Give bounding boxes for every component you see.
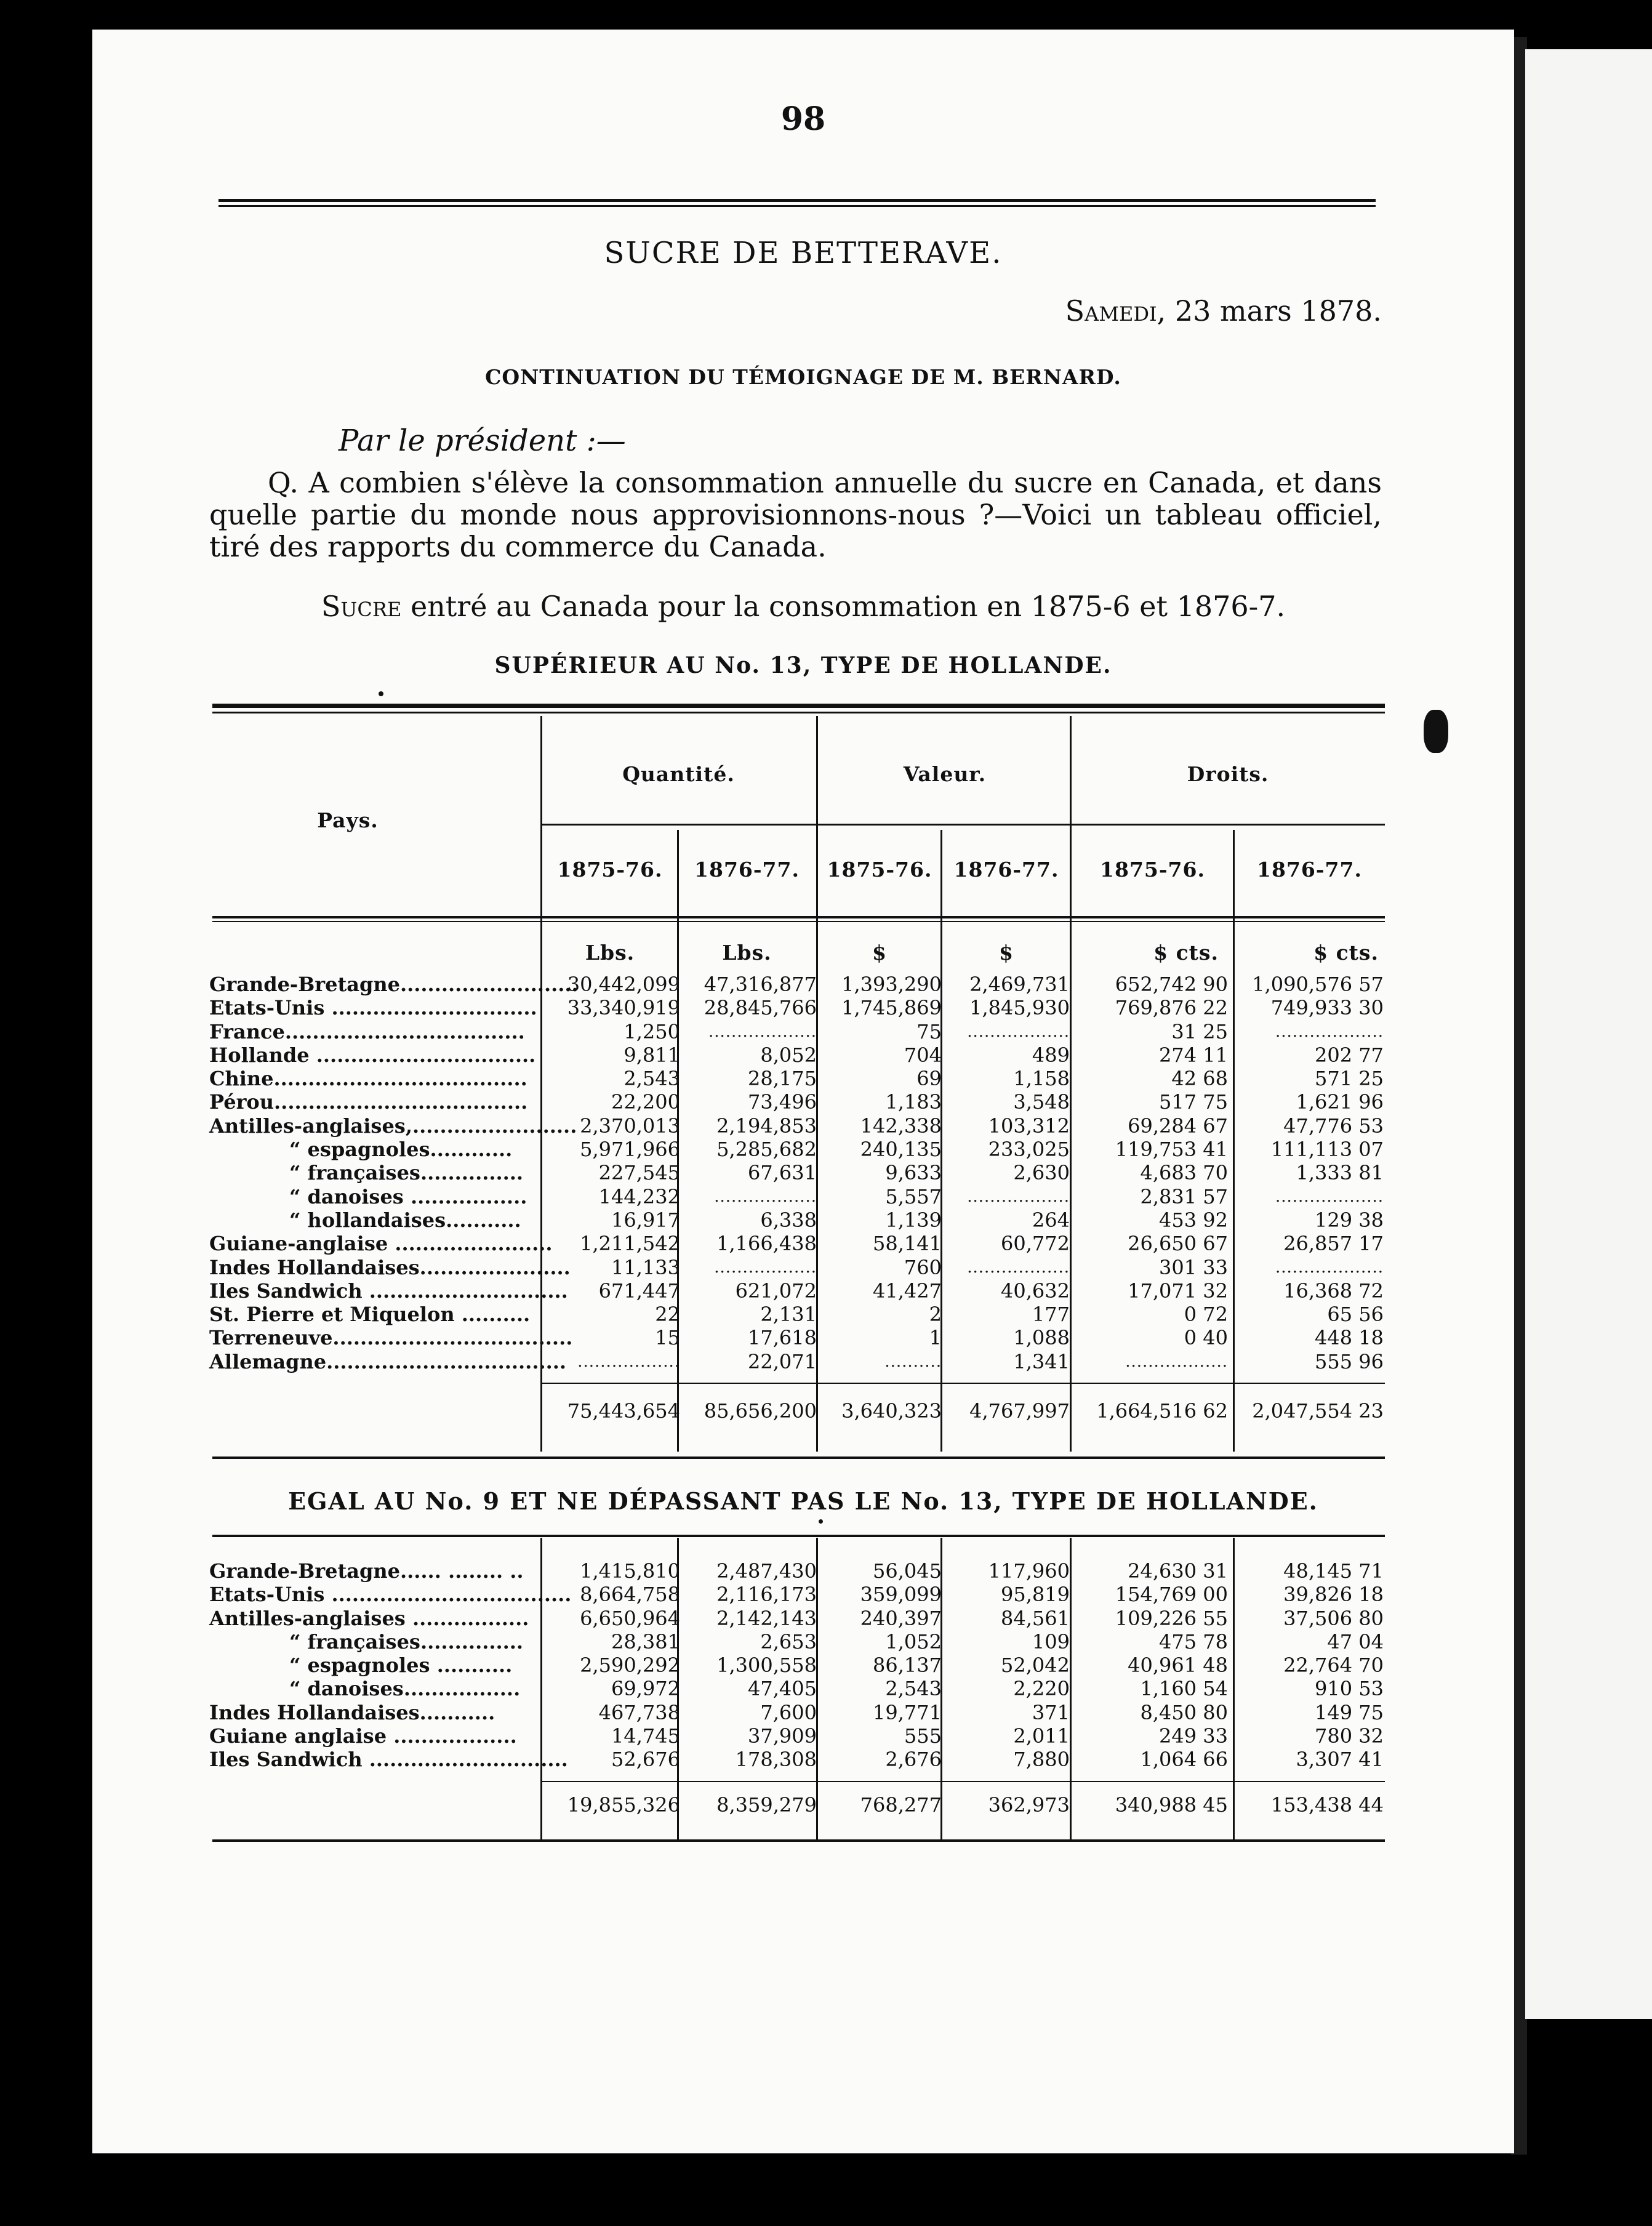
cell-v76: 7,880 — [1013, 1748, 1070, 1772]
cell-q76: ................... — [708, 1022, 817, 1041]
cell-q76: 47,405 — [748, 1677, 817, 1701]
cell-d76: 910 53 — [1315, 1677, 1384, 1701]
row-country: Antilles-anglaises ................. — [209, 1606, 529, 1630]
table-row — [209, 973, 1388, 996]
cell-q75: 30,442,099 — [567, 973, 680, 996]
header-year-q75: 1875-76. — [557, 858, 663, 882]
cell-d75: 249 33 — [1159, 1724, 1228, 1748]
cell-v76: .................. — [967, 1258, 1070, 1277]
cell-v75: 555 — [904, 1724, 942, 1748]
cell-v76: 1,088 — [1013, 1326, 1070, 1350]
cell-v76: 1,341 — [1013, 1349, 1070, 1373]
cell-v75: 1,139 — [885, 1208, 942, 1232]
cell-v75: 1,745,869 — [841, 996, 942, 1020]
cell-v75: 240,397 — [860, 1606, 942, 1630]
cell-d76: 37,506 80 — [1283, 1606, 1384, 1630]
cell-q75: 6,650,964 — [580, 1606, 680, 1630]
cell-v76: 40,632 — [1001, 1279, 1070, 1303]
cell-d76: 202 77 — [1315, 1043, 1384, 1067]
hearing-date — [1065, 294, 1382, 327]
cell-q76: 2,194,853 — [716, 1114, 817, 1138]
table2-body — [209, 1559, 1388, 1772]
cell-q76: 8,359,279 — [716, 1793, 817, 1817]
cell-q75: 52,676 — [611, 1748, 680, 1772]
cell-d75: 769,876 22 — [1115, 996, 1228, 1020]
unit-d76: $ cts. — [1313, 941, 1379, 965]
header-year-q76: 1876-77. — [694, 858, 800, 882]
cell-q76: 37,909 — [748, 1724, 817, 1748]
cell-d75: 4,683 70 — [1140, 1161, 1228, 1185]
table-row — [209, 1677, 1388, 1700]
row-country: “ françaises............... — [289, 1629, 524, 1653]
cell-q76: 17,618 — [748, 1326, 817, 1350]
cell-d76: 1,621 96 — [1296, 1090, 1384, 1114]
cell-q76: 621,072 — [735, 1279, 817, 1303]
document-title: SUCRE DE BETTERAVE. — [604, 236, 1003, 270]
cell-v75: 704 — [904, 1043, 942, 1067]
table-row — [209, 1161, 1388, 1184]
cell-d75: 24,630 31 — [1128, 1559, 1228, 1583]
row-country: Allemagne................................... — [209, 1349, 567, 1373]
cell-d75: 8,450 80 — [1140, 1700, 1228, 1724]
table1-totals — [209, 1399, 1388, 1423]
cell-q75: 28,381 — [611, 1629, 680, 1653]
cell-d75: 109,226 55 — [1115, 1606, 1228, 1630]
table-row — [209, 1208, 1388, 1232]
cell-v75: 41,427 — [873, 1279, 942, 1303]
table-row — [209, 1185, 1388, 1208]
cell-v76: 95,819 — [1001, 1583, 1070, 1607]
table-row — [209, 1232, 1388, 1255]
table1-total-rule — [542, 1383, 1385, 1384]
cell-v75: 2,676 — [885, 1748, 942, 1772]
header-pays: Pays. — [317, 808, 379, 832]
row-country: St. Pierre et Miquelon .......... — [209, 1303, 531, 1327]
table1-body — [209, 973, 1388, 1373]
cell-v75: 3,640,323 — [841, 1399, 942, 1423]
header-quantite: Quantité. — [622, 762, 735, 786]
table-row — [209, 996, 1388, 1019]
cell-v76: 2,011 — [1013, 1724, 1070, 1748]
table2-top-rule — [212, 1535, 1385, 1537]
cell-q76: 8,052 — [760, 1043, 817, 1067]
cell-q75: 1,211,542 — [580, 1232, 680, 1256]
cell-q75: 16,917 — [611, 1208, 680, 1232]
table1-top-rule — [212, 704, 1385, 708]
table-row — [209, 1067, 1388, 1090]
header-year-v75: 1875-76. — [827, 858, 932, 882]
cell-q75: 69,972 — [611, 1677, 680, 1701]
table-row — [209, 1114, 1388, 1138]
cell-q75: 14,745 — [611, 1724, 680, 1748]
cell-q76: 7,600 — [760, 1700, 817, 1724]
cell-d75: 0 72 — [1184, 1303, 1228, 1327]
cell-v76: .................. — [967, 1022, 1070, 1041]
cell-d75: 154,769 00 — [1115, 1583, 1228, 1607]
table-row — [209, 1559, 1388, 1583]
table-row — [209, 1326, 1388, 1349]
cell-d75: 42 68 — [1171, 1067, 1228, 1091]
cell-v75: 359,099 — [860, 1583, 942, 1607]
caption-lead: Sucre — [321, 590, 402, 623]
cell-v75: 760 — [904, 1255, 942, 1279]
cell-q75: 22 — [655, 1303, 680, 1327]
cell-v75: 1,393,290 — [841, 973, 942, 996]
adjacent-page-edge — [1525, 49, 1652, 2019]
cell-q76: .................. — [714, 1187, 817, 1206]
row-country: Hollande ................................ — [209, 1043, 536, 1067]
cell-v75: 86,137 — [873, 1653, 942, 1678]
testimony-subtitle: CONTINUATION DU TÉMOIGNAGE DE M. BERNARD. — [485, 365, 1121, 389]
unit-d75: $ cts. — [1153, 941, 1219, 965]
cell-v75: 9,633 — [885, 1161, 942, 1185]
cell-d75: .................. — [1125, 1352, 1228, 1371]
cell-d76: 26,857 17 — [1283, 1232, 1384, 1256]
cell-q76: 67,631 — [748, 1161, 817, 1185]
row-country: Grande-Bretagne.......................... — [209, 973, 579, 996]
table-row — [209, 1724, 1388, 1748]
row-country: “ espagnoles ........... — [289, 1653, 513, 1678]
cell-v76: 371 — [1032, 1700, 1070, 1724]
table1-bottom-rule — [212, 1457, 1385, 1459]
header-valeur: Valeur. — [903, 762, 987, 786]
header-rule-top — [219, 199, 1376, 202]
totals-row — [209, 1793, 1388, 1817]
row-country: Terreneuve................................... — [209, 1326, 573, 1350]
cell-v76: 4,767,997 — [969, 1399, 1070, 1423]
cell-q76: 28,175 — [748, 1067, 817, 1091]
cell-q76: 28,845,766 — [704, 996, 817, 1020]
table-row — [209, 1701, 1388, 1724]
caption-rest: entré au Canada pour la consommation en 1875-6 et 1876-7. — [410, 590, 1286, 623]
cell-q75: 19,855,326 — [567, 1793, 680, 1817]
cell-q75: 2,543 — [624, 1067, 680, 1091]
cell-v76: 117,960 — [988, 1559, 1070, 1583]
row-country: France................................... — [209, 1019, 525, 1043]
cell-q75: 9,811 — [624, 1043, 680, 1067]
cell-d75: 119,753 41 — [1115, 1138, 1228, 1162]
unit-q75: Lbs. — [585, 941, 635, 965]
cell-d76: 149 75 — [1315, 1700, 1384, 1724]
question-paragraph: Q. A combien s'élève la consommation annuelle du sucre en Canada, et dans quelle partie du monde nous approvisionnons-nous ?—Voici un tableau officiel, tiré des rapports du commerce du Canada. — [209, 466, 1382, 563]
cell-q76: 1,166,438 — [716, 1232, 817, 1256]
scan-blot — [1424, 710, 1448, 753]
table-row — [209, 1630, 1388, 1653]
cell-d75: 652,742 90 — [1115, 973, 1228, 996]
row-country: “ hollandaises........... — [289, 1208, 521, 1232]
cell-v76: 2,630 — [1013, 1161, 1070, 1185]
cell-v75: 58,141 — [873, 1232, 942, 1256]
cell-q75: 15 — [655, 1326, 680, 1350]
cell-d75: 17,071 32 — [1128, 1279, 1228, 1303]
cell-d76: 129 38 — [1315, 1208, 1384, 1232]
row-country: “ danoises ................. — [289, 1184, 527, 1208]
table-row — [209, 1653, 1388, 1677]
row-country: Grande-Bretagne...... ........ .. — [209, 1559, 524, 1583]
cell-v75: 1 — [929, 1326, 942, 1350]
cell-q75: 2,370,013 — [580, 1114, 680, 1138]
cell-d76: 749,933 30 — [1270, 996, 1384, 1020]
cell-v76: 60,772 — [1001, 1232, 1070, 1256]
cell-d76: 1,333 81 — [1296, 1161, 1384, 1185]
table-row — [209, 1138, 1388, 1161]
cell-d76: 111,113 07 — [1270, 1138, 1384, 1162]
cell-d75: 0 40 — [1184, 1326, 1228, 1350]
cell-v76: 264 — [1032, 1208, 1070, 1232]
unit-q76: Lbs. — [722, 941, 772, 965]
cell-v76: 84,561 — [1001, 1606, 1070, 1630]
cell-q75: 11,133 — [611, 1255, 680, 1279]
cell-d75: 31 25 — [1171, 1019, 1228, 1043]
cell-d75: 2,831 57 — [1140, 1184, 1228, 1208]
cell-d75: 40,961 48 — [1128, 1653, 1228, 1678]
cell-q75: 144,232 — [598, 1184, 680, 1208]
cell-d76: 16,368 72 — [1283, 1279, 1384, 1303]
cell-q76: 2,131 — [760, 1303, 817, 1327]
header-year-v76: 1876-77. — [953, 858, 1059, 882]
cell-q76: .................. — [714, 1258, 817, 1277]
row-country: Pérou..................................... — [209, 1090, 528, 1114]
cell-v76: 233,025 — [988, 1138, 1070, 1162]
cell-d75: 517 75 — [1159, 1090, 1228, 1114]
cell-d76: 22,764 70 — [1283, 1653, 1384, 1678]
row-country: Etats-Unis .............................. — [209, 996, 537, 1020]
cell-v75: 1,183 — [885, 1090, 942, 1114]
cell-d75: 1,160 54 — [1140, 1677, 1228, 1701]
row-country: Iles Sandwich ............................. — [209, 1748, 568, 1772]
cell-v76: 3,548 — [1013, 1090, 1070, 1114]
row-country: “ danoises................. — [289, 1677, 521, 1701]
cell-v76: 103,312 — [988, 1114, 1070, 1138]
cell-d76: 780 32 — [1315, 1724, 1384, 1748]
table2-bottom-rule — [212, 1839, 1385, 1842]
cell-v75: 56,045 — [873, 1559, 942, 1583]
cell-v76: 1,845,930 — [969, 996, 1070, 1020]
cell-q76: 73,496 — [748, 1090, 817, 1114]
cell-v76: 109 — [1032, 1629, 1070, 1653]
cell-q75: 75,443,654 — [567, 1399, 680, 1423]
cell-d76: 153,438 44 — [1270, 1793, 1384, 1817]
cell-d76: ................... — [1275, 1022, 1384, 1041]
cell-q76: 178,308 — [735, 1748, 817, 1772]
cell-q75: 671,447 — [598, 1279, 680, 1303]
cell-v76: 362,973 — [988, 1793, 1070, 1817]
cell-d76: ................... — [1275, 1187, 1384, 1206]
cell-d76: 448 18 — [1315, 1326, 1384, 1350]
table2-totals — [209, 1793, 1388, 1817]
header-year-d75: 1875-76. — [1100, 858, 1205, 882]
cell-q76: 22,071 — [748, 1349, 817, 1373]
cell-v75: 2 — [929, 1303, 942, 1327]
table-row — [209, 1350, 1388, 1373]
cell-v76: 52,042 — [1001, 1653, 1070, 1678]
by-president-line: Par le président :— — [339, 424, 626, 458]
table-caption — [92, 590, 1514, 623]
cell-q76: 2,487,430 — [716, 1559, 817, 1583]
row-country: Guiane anglaise .................. — [209, 1724, 517, 1748]
cell-d75: 274 11 — [1159, 1043, 1228, 1067]
cell-v75: 19,771 — [873, 1700, 942, 1724]
cell-d76: 555 96 — [1315, 1349, 1384, 1373]
cell-v75: 5,557 — [885, 1184, 942, 1208]
header-droits: Droits. — [1187, 762, 1269, 786]
row-country: Antilles-anglaises,........................ — [209, 1114, 577, 1138]
table-row — [209, 1583, 1388, 1606]
cell-d76: 47,776 53 — [1283, 1114, 1384, 1138]
cell-v75: 1,052 — [885, 1629, 942, 1653]
table1-title: SUPÉRIEUR AU No. 13, TYPE DE HOLLANDE. — [494, 653, 1112, 678]
cell-d75: 453 92 — [1159, 1208, 1228, 1232]
cell-v75: 2,543 — [885, 1677, 942, 1701]
cell-d75: 26,650 67 — [1128, 1232, 1228, 1256]
cell-d75: 475 78 — [1159, 1629, 1228, 1653]
row-country: Etats-Unis ................................... — [209, 1583, 572, 1607]
header-bottom-rule — [212, 916, 1385, 918]
scan-speck — [819, 1519, 823, 1524]
cell-q76: 1,300,558 — [716, 1653, 817, 1678]
cell-q76: 2,116,173 — [716, 1583, 817, 1607]
cell-d76: 65 56 — [1327, 1303, 1384, 1327]
cell-q75: 8,664,758 — [580, 1583, 680, 1607]
cell-d75: 1,664,516 62 — [1096, 1399, 1228, 1423]
cell-q76: 47,316,877 — [704, 973, 817, 996]
cell-q76: 2,142,143 — [716, 1606, 817, 1630]
document-page — [92, 30, 1514, 2153]
date-day: Samedi, — [1065, 294, 1166, 327]
unit-v75: $ — [872, 941, 887, 965]
row-country: Indes Hollandaises...................... — [209, 1255, 571, 1279]
totals-row — [209, 1399, 1388, 1423]
cell-v76: 489 — [1032, 1043, 1070, 1067]
cell-q76: 5,285,682 — [716, 1138, 817, 1162]
row-country: Indes Hollandaises........... — [209, 1700, 495, 1724]
cell-d76: 2,047,554 23 — [1252, 1399, 1384, 1423]
cell-d76: 48,145 71 — [1283, 1559, 1384, 1583]
cell-q75: 1,415,810 — [580, 1559, 680, 1583]
unit-v76: $ — [999, 941, 1014, 965]
row-country: Chine..................................... — [209, 1067, 527, 1091]
cell-v75: 142,338 — [860, 1114, 942, 1138]
header-group-rule — [542, 824, 1385, 826]
table-row — [209, 1279, 1388, 1303]
cell-d76: 47 04 — [1327, 1629, 1384, 1653]
table-row — [209, 1020, 1388, 1043]
cell-q76: 2,653 — [760, 1629, 817, 1653]
table-row — [209, 1748, 1388, 1771]
cell-q76: 85,656,200 — [704, 1399, 817, 1423]
cell-d76: 1,090,576 57 — [1252, 973, 1384, 996]
date-rest: 23 mars 1878. — [1174, 294, 1382, 327]
scan-speck — [379, 691, 383, 696]
header-bottom-rule-thin — [212, 921, 1385, 922]
table2-total-rule — [542, 1781, 1385, 1782]
cell-v76: 1,158 — [1013, 1067, 1070, 1091]
table1-top-rule-thin — [212, 712, 1385, 713]
cell-q75: 5,971,966 — [580, 1138, 680, 1162]
header-rule-bottom — [219, 205, 1376, 207]
cell-v76: 2,220 — [1013, 1677, 1070, 1701]
table2-title: EGAL AU No. 9 ET NE DÉPASSANT PAS LE No. 13, TYPE DE HOLLANDE. — [288, 1487, 1318, 1515]
cell-q75: 1,250 — [624, 1019, 680, 1043]
table-row — [209, 1303, 1388, 1326]
row-country: Guiane-anglaise ....................... — [209, 1232, 553, 1256]
cell-d75: 69,284 67 — [1128, 1114, 1228, 1138]
cell-q75: 227,545 — [598, 1161, 680, 1185]
row-country: “ espagnoles............ — [289, 1138, 513, 1162]
table-row — [209, 1090, 1388, 1114]
cell-d76: 571 25 — [1315, 1067, 1384, 1091]
page-number: 98 — [780, 100, 826, 138]
cell-d76: 39,826 18 — [1283, 1583, 1384, 1607]
cell-v75: 768,277 — [860, 1793, 942, 1817]
cell-v76: 177 — [1032, 1303, 1070, 1327]
cell-v76: .................. — [967, 1187, 1070, 1206]
cell-d76: ................... — [1275, 1258, 1384, 1277]
cell-v75: 69 — [916, 1067, 942, 1091]
header-year-d76: 1876-77. — [1257, 858, 1362, 882]
row-country: Iles Sandwich ............................. — [209, 1279, 568, 1303]
cell-d75: 1,064 66 — [1140, 1748, 1228, 1772]
table-row — [209, 1043, 1388, 1067]
cell-q75: .................. — [577, 1352, 680, 1371]
cell-d75: 340,988 45 — [1115, 1793, 1228, 1817]
cell-q75: 33,340,919 — [567, 996, 680, 1020]
cell-q75: 22,200 — [611, 1090, 680, 1114]
cell-d76: 3,307 41 — [1296, 1748, 1384, 1772]
cell-v75: 240,135 — [860, 1138, 942, 1162]
cell-d75: 301 33 — [1159, 1255, 1228, 1279]
cell-q76: 6,338 — [760, 1208, 817, 1232]
cell-v75: 75 — [916, 1019, 942, 1043]
cell-q75: 467,738 — [598, 1700, 680, 1724]
table-row — [209, 1256, 1388, 1279]
cell-v76: 2,469,731 — [969, 973, 1070, 996]
table-row — [209, 1607, 1388, 1630]
cell-v75: .......... — [884, 1352, 942, 1371]
cell-q75: 2,590,292 — [580, 1653, 680, 1678]
row-country: “ françaises............... — [289, 1161, 524, 1185]
